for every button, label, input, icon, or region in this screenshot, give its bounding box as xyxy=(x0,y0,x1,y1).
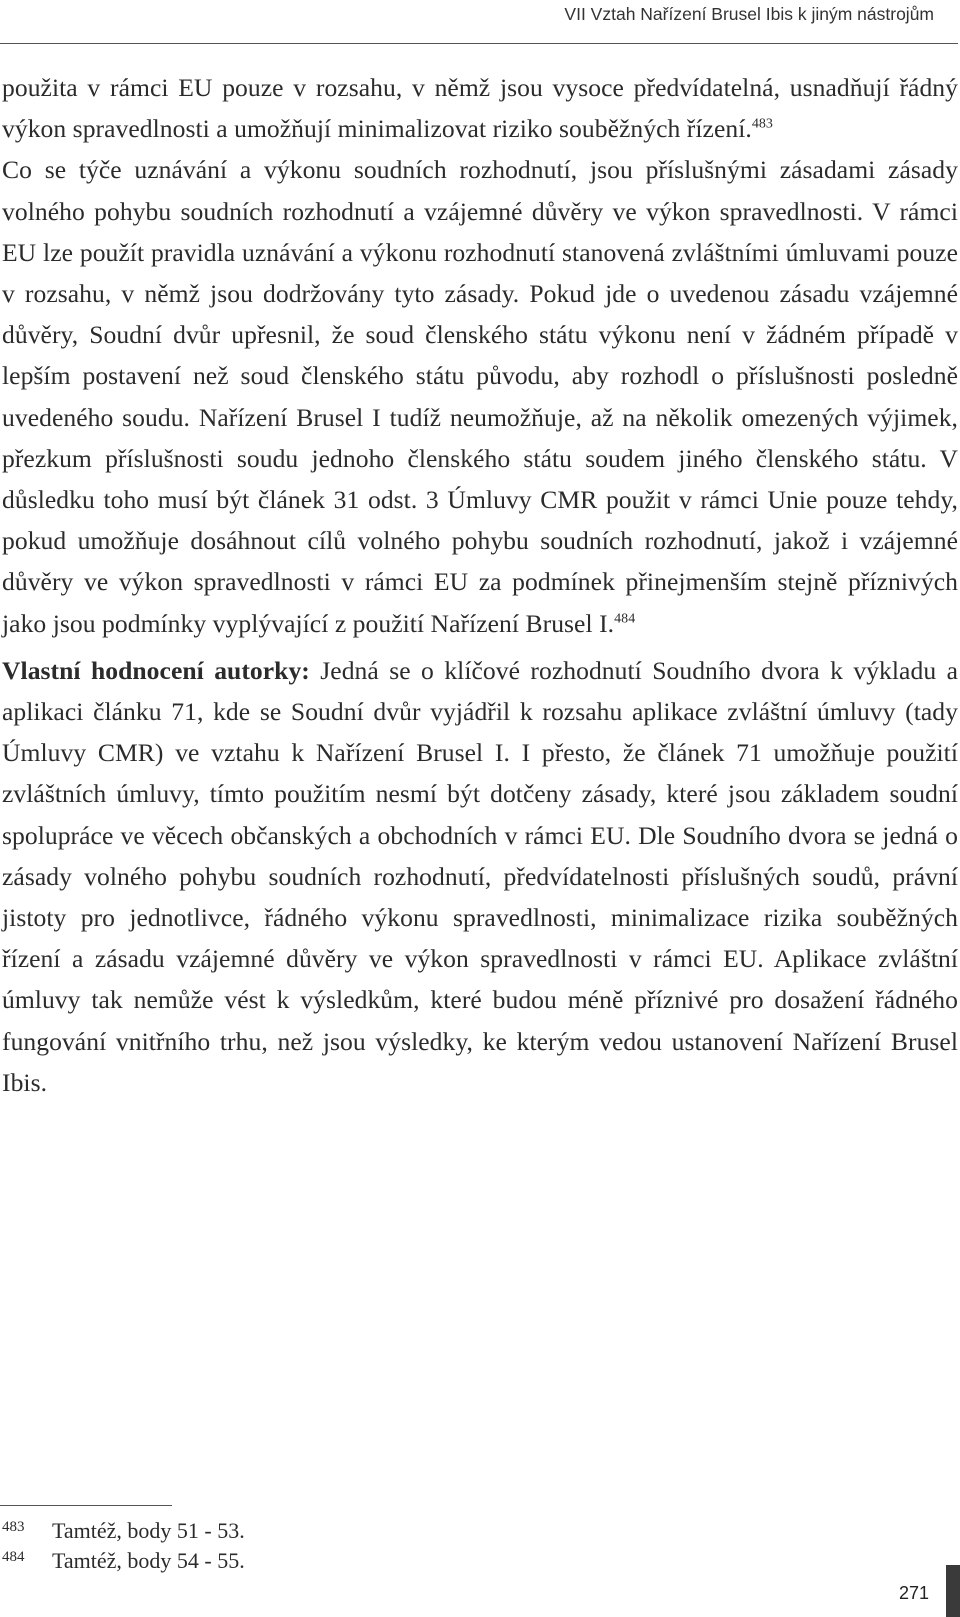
footnote-text: Tamtéž, body 54 - 55. xyxy=(52,1548,245,1573)
paragraph-3-text: Jedná se o klíčové rozhodnutí Soudního dvora k výkladu a aplikaci článku 71, kde se Soudní dvůr vyjádřil k rozsahu aplikace zvláštní úmluvy (tady Úmluvy CMR) ve vztahu k Nařízení Brusel I. I přesto, že článek 71 umožňuje použití zvláštních úmluvy, tímto použitím nesmí být dotčeny zásady, které jsou základem soudní spolupráce ve věcech občanských a obchodních v rámci EU. Dle Soudního dvora se jedná o zásady volného pohybu soudních rozhodnutí, předvídatelnosti příslušných soudů, právní jistoty pro jednotlivce, řádného výkonu spravedlnosti, minimalizace rizika souběžných řízení a zásadu vzájemné důvěry ve výkon spravedlnosti v rámci EU. Aplikace zvláštní úmluvy tak nemůže vést k výsledkům, které budou méně příznivé pro dosažení řádného fungování vnitřního trhu, než jsou výsledky, ke kterým vedou ustanovení Nařízení Brusel Ibis. xyxy=(2,655,958,1097)
paragraph-1-text: použita v rámci EU pouze v rozsahu, v němž jsou vysoce předvídatelná, usnadňují řádný výkon spravedlnosti a umožňují minimalizovat riziko souběžných řízení. xyxy=(2,73,958,144)
paragraph-1 xyxy=(2,67,958,149)
footnote-rule xyxy=(0,1505,172,1506)
paragraph-2-text: Co se týče uznávání a výkonu soudních rozhodnutí, jsou příslušnými zásadami zásady volného pohybu soudních rozhodnutí a vzájemné důvěry ve výkon spravedlnosti. V rámci EU lze použít pravidla uznávání a výkonu rozhodnutí stanovená zvláštními úmluvami pouze v rozsahu, v němž jsou dodržovány tyto zásady. Pokud jde o uvedenou zásadu vzájemné důvěry, Soudní dvůr upřesnil, že soud členského státu výkonu není v žádném případě v lepším postavení než soud členského státu původu, aby rozhodl o příslušnosti posledně uvedeného soudu. Nařízení Brusel I tudíž neumožňuje, až na několik omezených výjimek, přezkum příslušnosti soudu jednoho členského státu soudem jiného členského státu. V důsledku toho musí být článek 31 odst. 3 Úmluvy CMR použit v rámci Unie pouze tehdy, pokud umožňuje dosáhnout cílů volného pohybu soudních rozhodnutí, jakož i vzájemné důvěry ve výkon spravedlnosti v rámci EU za podmínek přinejmenším stejně příznivých jako jsou podmínky vyplývající z použití Nařízení Brusel I. xyxy=(2,155,958,638)
footnote-ref-484[interactable]: 484 xyxy=(614,611,636,627)
footnote-number: 484 xyxy=(2,1549,25,1565)
footnote-ref-483[interactable]: 483 xyxy=(751,116,773,132)
page-number: 271 xyxy=(898,1583,929,1603)
running-header: VII Vztah Nařízení Brusel Ibis k jiným nástrojům xyxy=(564,4,934,24)
page-body xyxy=(2,67,958,1103)
footnote-item xyxy=(2,1516,602,1546)
footnote-item xyxy=(2,1546,602,1576)
page-edge-tab xyxy=(946,1565,960,1617)
paragraph-2 xyxy=(2,149,958,643)
footnotes xyxy=(2,1516,602,1576)
paragraph-3 xyxy=(2,650,958,1103)
header-rule xyxy=(0,43,958,44)
footnote-text: Tamtéž, body 51 - 53. xyxy=(52,1518,245,1543)
footnote-number: 483 xyxy=(2,1519,25,1535)
author-assessment-heading: Vlastní hodnocení autorky: xyxy=(2,655,310,685)
